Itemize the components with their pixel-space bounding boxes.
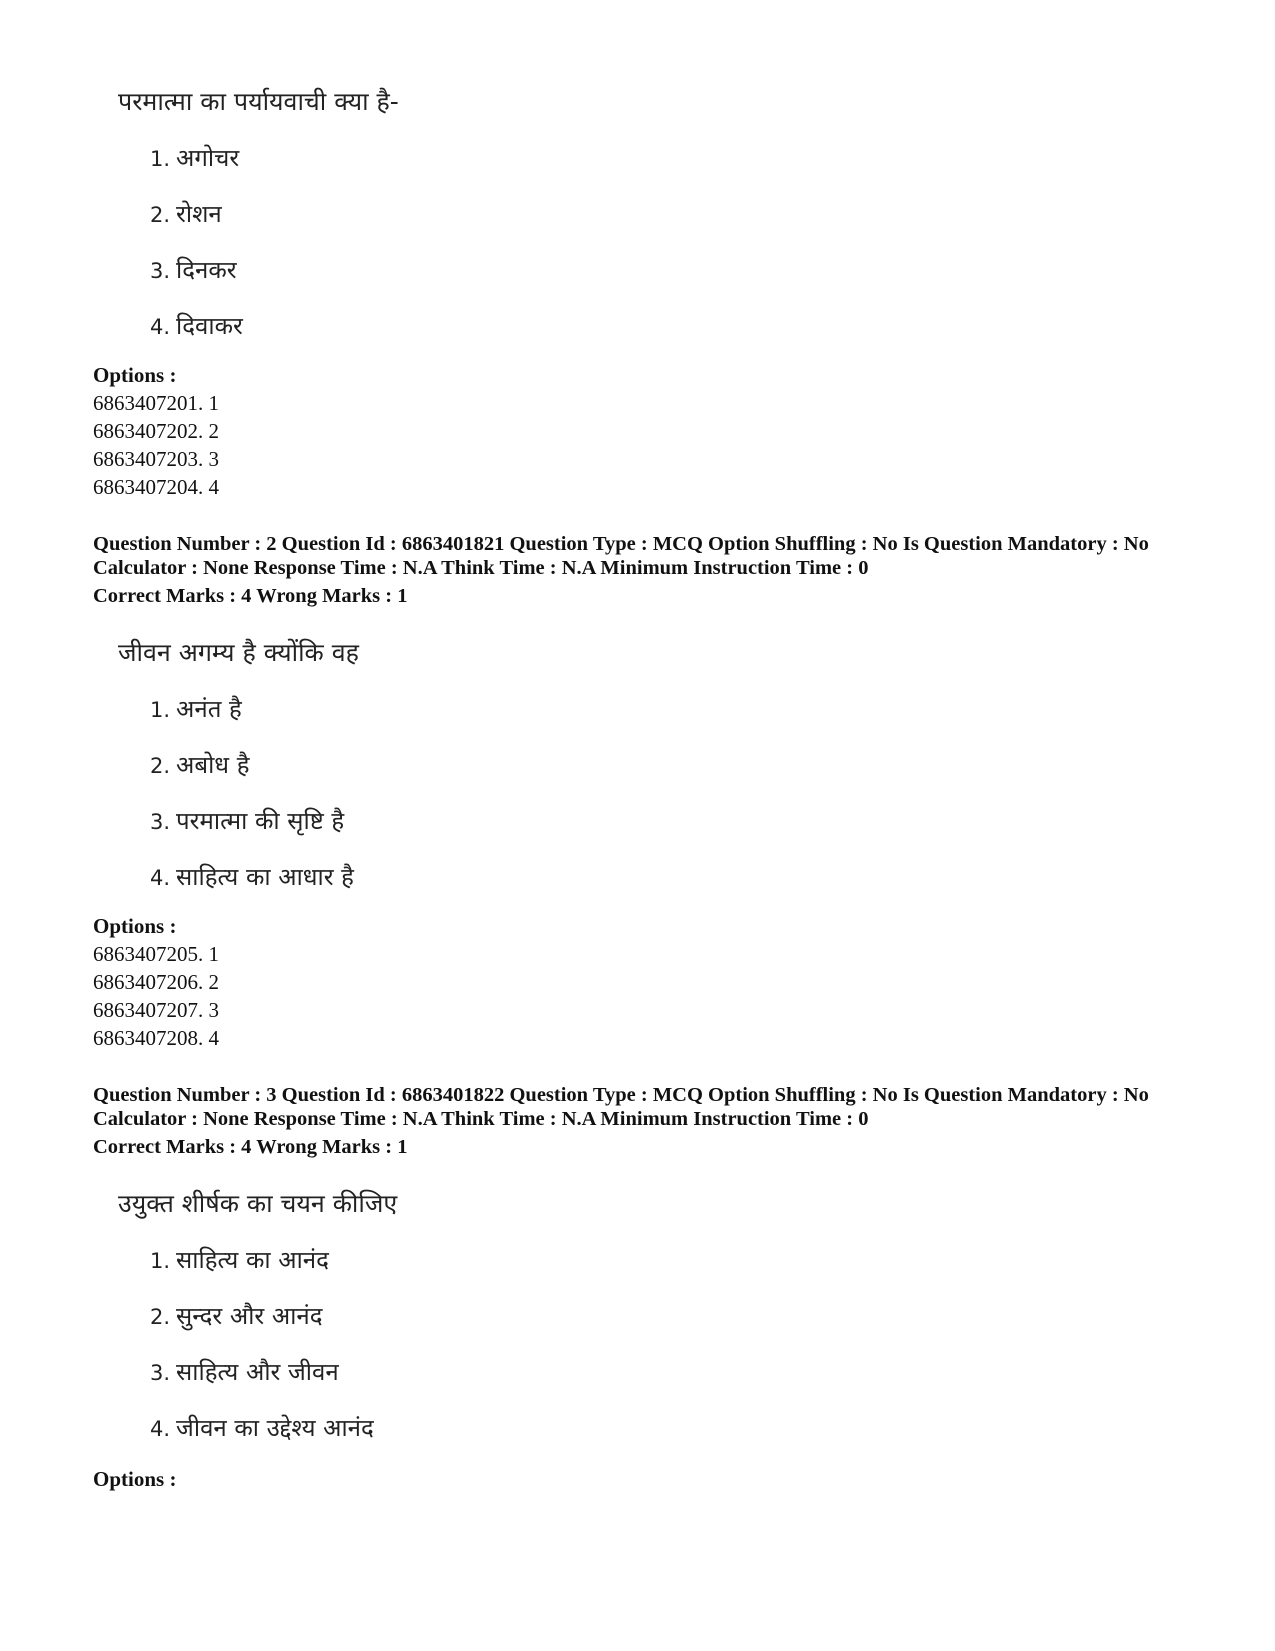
q2-option-4: 6863407208. 4 [93, 1026, 219, 1050]
q3-choice-1 [150, 1244, 329, 1277]
q1-choice-1 [150, 142, 239, 175]
choice-text: दिनकर [176, 256, 237, 284]
q3-choice-3 [150, 1356, 339, 1389]
q2-option-2: 6863407206. 2 [93, 970, 219, 994]
q1-option-2: 6863407202. 2 [93, 419, 219, 443]
q1-option-3: 6863407203. 3 [93, 447, 219, 471]
q2-stem: जीवन अगम्य है क्योंकि वह [118, 638, 359, 667]
choice-text: अगोचर [176, 144, 240, 172]
q3-choice-2 [150, 1300, 322, 1333]
choice-number: 3. [150, 1361, 171, 1385]
choice-text: साहित्य का आनंद [176, 1246, 329, 1274]
q3-meta-line-2: Calculator : None Response Time : N.A Think Time : N.A Minimum Instruction Time : 0 [93, 1108, 869, 1130]
choice-number: 4. [150, 315, 171, 339]
q2-choice-4 [150, 861, 354, 894]
choice-text: जीवन का उद्देश्य आनंद [176, 1414, 374, 1442]
choice-number: 2. [150, 203, 171, 227]
choice-text: रोशन [176, 200, 222, 228]
q3-meta-line-1: Question Number : 3 Question Id : 6863401822 Question Type : MCQ Option Shuffling : No Is Question Mandatory : No [93, 1084, 1149, 1106]
choice-text: साहित्य और जीवन [176, 1358, 339, 1386]
choice-number: 4. [150, 866, 171, 890]
q1-choice-3 [150, 254, 237, 287]
choice-number: 1. [150, 147, 171, 171]
choice-text: अनंत है [176, 695, 242, 723]
choice-number: 2. [150, 754, 171, 778]
q2-option-1: 6863407205. 1 [93, 942, 219, 966]
choice-text: साहित्य का आधार है [176, 863, 354, 891]
choice-number: 2. [150, 1305, 171, 1329]
choice-text: परमात्मा की सृष्टि है [176, 807, 345, 835]
q2-meta-line-2: Calculator : None Response Time : N.A Think Time : N.A Minimum Instruction Time : 0 [93, 557, 869, 579]
q2-options-label: Options : [93, 914, 177, 938]
q3-stem: उयुक्त शीर्षक का चयन कीजिए [118, 1189, 398, 1218]
q1-choice-2 [150, 198, 222, 231]
q2-choice-3 [150, 805, 344, 838]
q2-choice-2 [150, 749, 249, 782]
q1-choice-4 [150, 310, 243, 343]
choice-number: 1. [150, 1249, 171, 1273]
q1-stem: परमात्मा का पर्यायवाची क्या है- [118, 87, 399, 116]
q2-choice-1 [150, 693, 242, 726]
q1-options-label: Options : [93, 363, 177, 387]
choice-text: दिवाकर [176, 312, 243, 340]
choice-number: 3. [150, 810, 171, 834]
q3-options-label: Options : [93, 1467, 177, 1491]
q2-meta-line-3: Correct Marks : 4 Wrong Marks : 1 [93, 585, 408, 607]
q2-option-3: 6863407207. 3 [93, 998, 219, 1022]
q1-option-4: 6863407204. 4 [93, 475, 219, 499]
q3-choice-4 [150, 1412, 374, 1445]
q2-meta-line-1: Question Number : 2 Question Id : 6863401821 Question Type : MCQ Option Shuffling : No Is Question Mandatory : No [93, 533, 1149, 555]
choice-number: 4. [150, 1417, 171, 1441]
choice-number: 1. [150, 698, 171, 722]
q1-option-1: 6863407201. 1 [93, 391, 219, 415]
choice-text: अबोध है [176, 751, 250, 779]
q3-meta-line-3: Correct Marks : 4 Wrong Marks : 1 [93, 1136, 408, 1158]
choice-text: सुन्दर और आनंद [176, 1302, 323, 1330]
choice-number: 3. [150, 259, 171, 283]
